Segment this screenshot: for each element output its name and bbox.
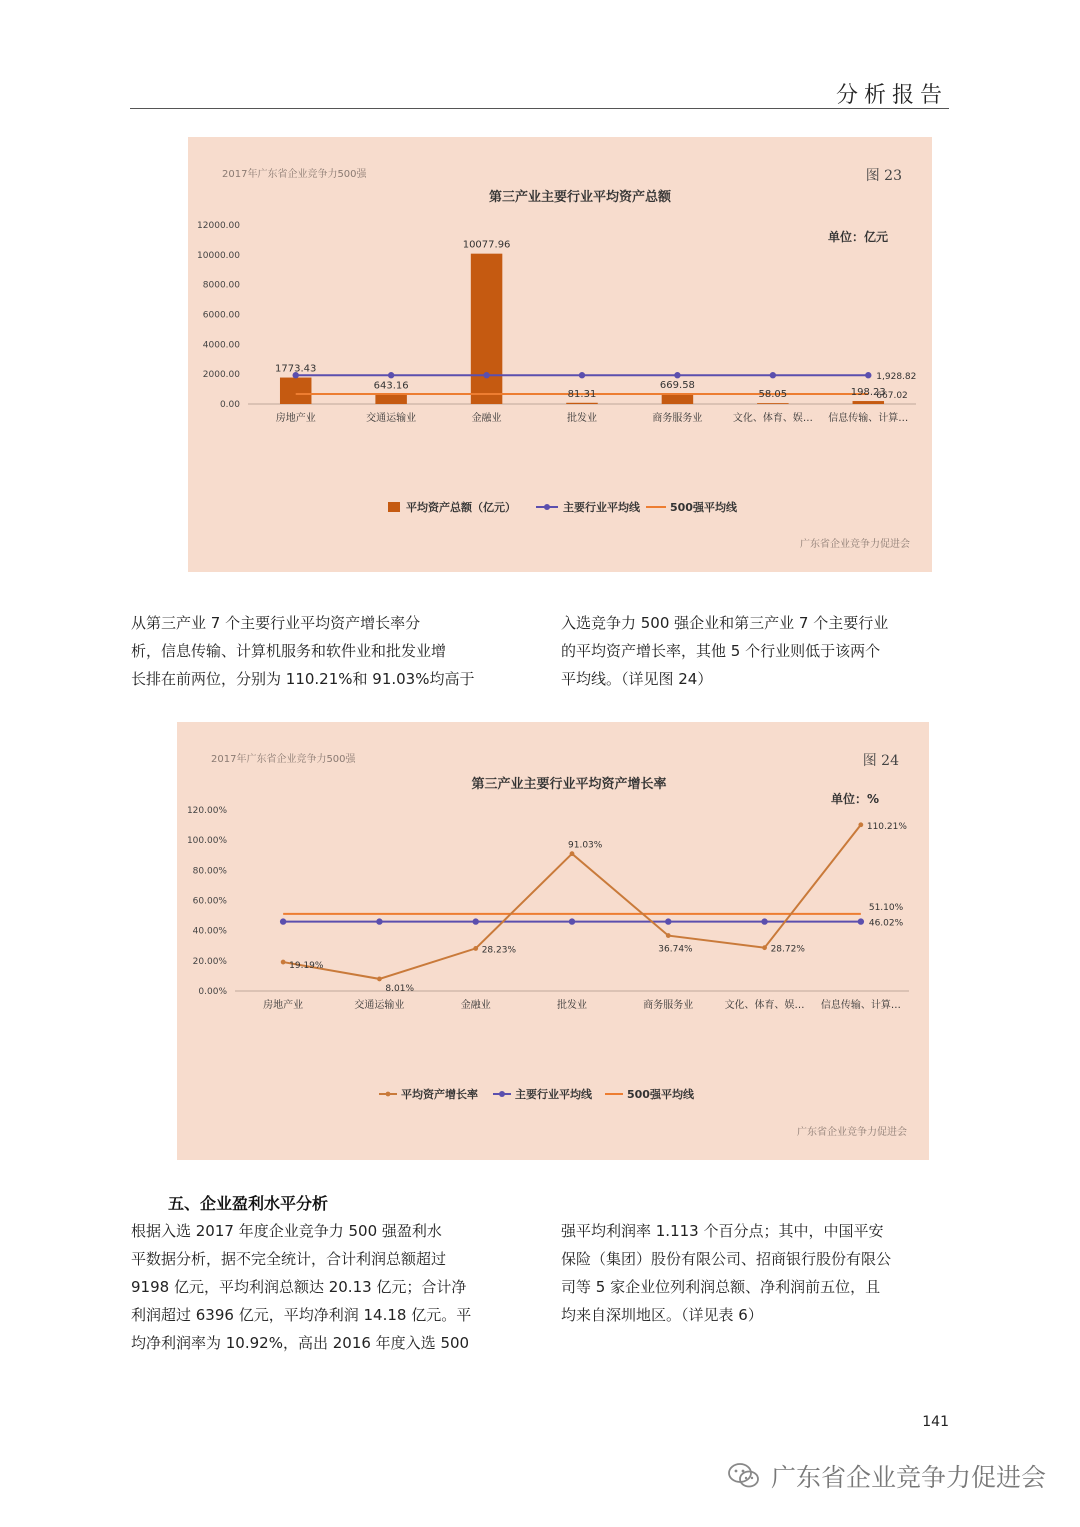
- growth-rate-marker: [570, 851, 575, 856]
- growth-rate-marker: [762, 945, 767, 950]
- main-line-marker: [388, 372, 394, 378]
- x-tick-label: 信息传输、计算…: [828, 413, 909, 424]
- y-tick-label: 12000.00: [197, 221, 240, 231]
- y-tick-label: 10000.00: [197, 250, 240, 261]
- x-tick-label: 商务服务业: [652, 413, 703, 424]
- main-line-marker: [483, 372, 489, 378]
- growth-rate-label: 8.01%: [385, 983, 415, 994]
- growth-rate-marker: [858, 822, 863, 827]
- main-line-marker: [674, 372, 680, 378]
- paragraph-left: [131, 609, 517, 693]
- legend-marker-main: [499, 1091, 505, 1097]
- paragraph-right: [561, 609, 947, 693]
- y-tick-label: 0.00%: [198, 987, 227, 997]
- text-line: 从第三产业 7 个主要行业平均资产增长率分: [131, 614, 421, 632]
- growth-rate-label: 28.23%: [481, 945, 517, 956]
- y-tick-label: 2000.00: [202, 370, 240, 381]
- growth-rate-marker: [377, 977, 382, 982]
- main-line-marker: [569, 918, 575, 924]
- main-line-marker: [280, 918, 286, 924]
- text-line: 均净利润率为 10.92%，高出 2016 年度入选 500: [131, 1334, 470, 1352]
- main-line-marker: [376, 918, 382, 924]
- bar-chart: [188, 137, 932, 572]
- growth-rate-label: 36.74%: [658, 944, 693, 955]
- bar-value-label: 58.05: [758, 389, 788, 401]
- main-line-marker: [579, 372, 585, 378]
- growth-rate-marker: [666, 933, 671, 938]
- unit-label: 单位：亿元: [828, 230, 889, 244]
- y-tick-label: 0.00: [219, 400, 240, 410]
- growth-rate-label: 19.19%: [289, 961, 324, 972]
- watermark: [727, 1458, 1046, 1494]
- growth-rate-label: 110.21%: [866, 821, 907, 832]
- avg500-line-end-label: 51.10%: [868, 902, 904, 913]
- bar: [662, 394, 693, 404]
- y-tick-label: 8000.00: [202, 280, 240, 291]
- y-tick-label: 20.00%: [192, 956, 227, 967]
- legend-label: 500强平均线: [670, 501, 737, 514]
- text-line: 保险（集团）股份有限公司、招商银行股份有限公: [561, 1250, 892, 1268]
- growth-rate-label: 28.72%: [770, 944, 805, 955]
- text-line: 平数据分析，据不完全统计，合计利润总额超过: [131, 1250, 447, 1268]
- text-line: 长排在前两位，分别为 110.21%和 91.03%均高于: [131, 670, 475, 688]
- figure-label: 图 23: [865, 168, 902, 184]
- x-tick-label: 文化、体育、娱…: [724, 1000, 805, 1011]
- text-line: 析，信息传输、计算机服务和软件业和批发业增: [131, 642, 447, 660]
- legend-label: 平均资产总额（亿元）: [406, 501, 516, 514]
- line-chart: [177, 722, 929, 1160]
- text-line: 入选竞争力 500 强企业和第三产业 7 个主要行业: [561, 614, 889, 632]
- bar-value-label: 643.16: [373, 380, 409, 392]
- x-tick-label: 房地产业: [275, 413, 316, 424]
- x-tick-label: 金融业: [460, 1000, 491, 1011]
- legend-marker-growth: [386, 1092, 391, 1097]
- avg500-line-end-label: 667.02: [876, 391, 908, 402]
- x-tick-label: 文化、体育、娱…: [732, 413, 813, 424]
- x-tick-label: 信息传输、计算…: [820, 1000, 901, 1011]
- main-line-marker: [665, 918, 671, 924]
- main-line-marker: [770, 372, 776, 378]
- figure-footer: 广东省企业竞争力促进会: [800, 539, 910, 550]
- y-tick-label: 40.00%: [192, 926, 227, 937]
- figure-23-panel: [188, 137, 932, 572]
- y-tick-label: 6000.00: [202, 310, 240, 321]
- x-tick-label: 交通运输业: [366, 413, 417, 424]
- main-line-marker: [865, 372, 871, 378]
- text-line: 平均线。（详见图 24）: [561, 670, 713, 688]
- legend-label: 主要行业平均线: [515, 1088, 592, 1101]
- legend-swatch-bar: [388, 502, 400, 512]
- legend-label: 500强平均线: [627, 1088, 694, 1101]
- bar: [375, 394, 406, 404]
- text-line: 均来自深圳地区。（详见表 6）: [561, 1306, 763, 1324]
- bar: [280, 378, 311, 404]
- text-line: 根据入选 2017 年度企业竞争力 500 强盈利水: [131, 1222, 442, 1240]
- header-rule: [130, 108, 949, 109]
- text-line: 司等 5 家企业位列利润总额、净利润前五位，且: [561, 1278, 881, 1296]
- chart-title: 第三产业主要行业平均资产增长率: [471, 777, 667, 792]
- chart-title: 第三产业主要行业平均资产总额: [488, 190, 672, 205]
- figure-label: 图 24: [862, 753, 899, 769]
- x-tick-label: 房地产业: [263, 1000, 304, 1011]
- y-tick-label: 120.00%: [186, 806, 227, 816]
- bar: [566, 403, 597, 404]
- y-tick-label: 80.00%: [192, 866, 227, 877]
- page-number: 141: [922, 1414, 949, 1430]
- bar: [757, 403, 788, 404]
- main-line-marker: [858, 918, 864, 924]
- bar: [853, 401, 884, 404]
- section-paragraph-left: [131, 1217, 519, 1357]
- text-line: 的平均资产增长率，其他 5 个行业则低于该两个: [561, 642, 881, 660]
- main-line-marker: [473, 918, 479, 924]
- figure-24-panel: [177, 722, 929, 1160]
- text-line: 利润超过 6396 亿元，平均净利润 14.18 亿元。平: [131, 1306, 472, 1324]
- section-heading: 五、企业盈利水平分析: [168, 1194, 329, 1213]
- x-tick-label: 交通运输业: [354, 1000, 405, 1011]
- figure-source: 2017年广东省企业竞争力500强: [222, 169, 367, 180]
- watermark-text: 广东省企业竞争力促进会: [770, 1463, 1046, 1492]
- wechat-icon: [727, 1462, 761, 1490]
- bar-value-label: 10077.96: [462, 239, 511, 251]
- growth-rate-label: 91.03%: [568, 840, 603, 851]
- legend-label: 平均资产增长率: [401, 1088, 478, 1101]
- x-tick-label: 批发业: [557, 1000, 587, 1011]
- y-tick-label: 4000.00: [202, 340, 240, 351]
- figure-footer: 广东省企业竞争力促进会: [797, 1127, 907, 1138]
- figure-source: 2017年广东省企业竞争力500强: [211, 754, 356, 765]
- text-line: 9198 亿元，平均利润总额达 20.13 亿元；合计净: [131, 1278, 467, 1296]
- legend-label: 主要行业平均线: [563, 501, 640, 514]
- bar-value-label: 198.23: [850, 387, 886, 399]
- x-tick-label: 商务服务业: [643, 1000, 694, 1011]
- bar-value-label: 1773.43: [275, 363, 317, 375]
- header-title: 分析报告: [835, 83, 948, 108]
- x-tick-label: 金融业: [471, 413, 502, 424]
- bar: [471, 254, 502, 404]
- text-line: 强平均利润率 1.113 个百分点；其中，中国平安: [561, 1222, 884, 1240]
- growth-rate-marker: [281, 960, 286, 965]
- bar-value-label: 669.58: [659, 380, 695, 392]
- y-tick-label: 60.00%: [192, 896, 227, 907]
- bar-value-label: 81.31: [567, 388, 597, 400]
- x-tick-label: 批发业: [567, 413, 597, 424]
- unit-label: 单位：%: [831, 792, 880, 806]
- legend-marker-main: [544, 504, 550, 510]
- section-paragraph-right: [561, 1217, 949, 1329]
- main-line-end-label: 1,928.82: [876, 372, 917, 383]
- main-line-marker: [761, 918, 767, 924]
- y-tick-label: 100.00%: [186, 836, 227, 847]
- main-line-end-label: 46.02%: [868, 918, 904, 929]
- growth-rate-marker: [473, 946, 478, 951]
